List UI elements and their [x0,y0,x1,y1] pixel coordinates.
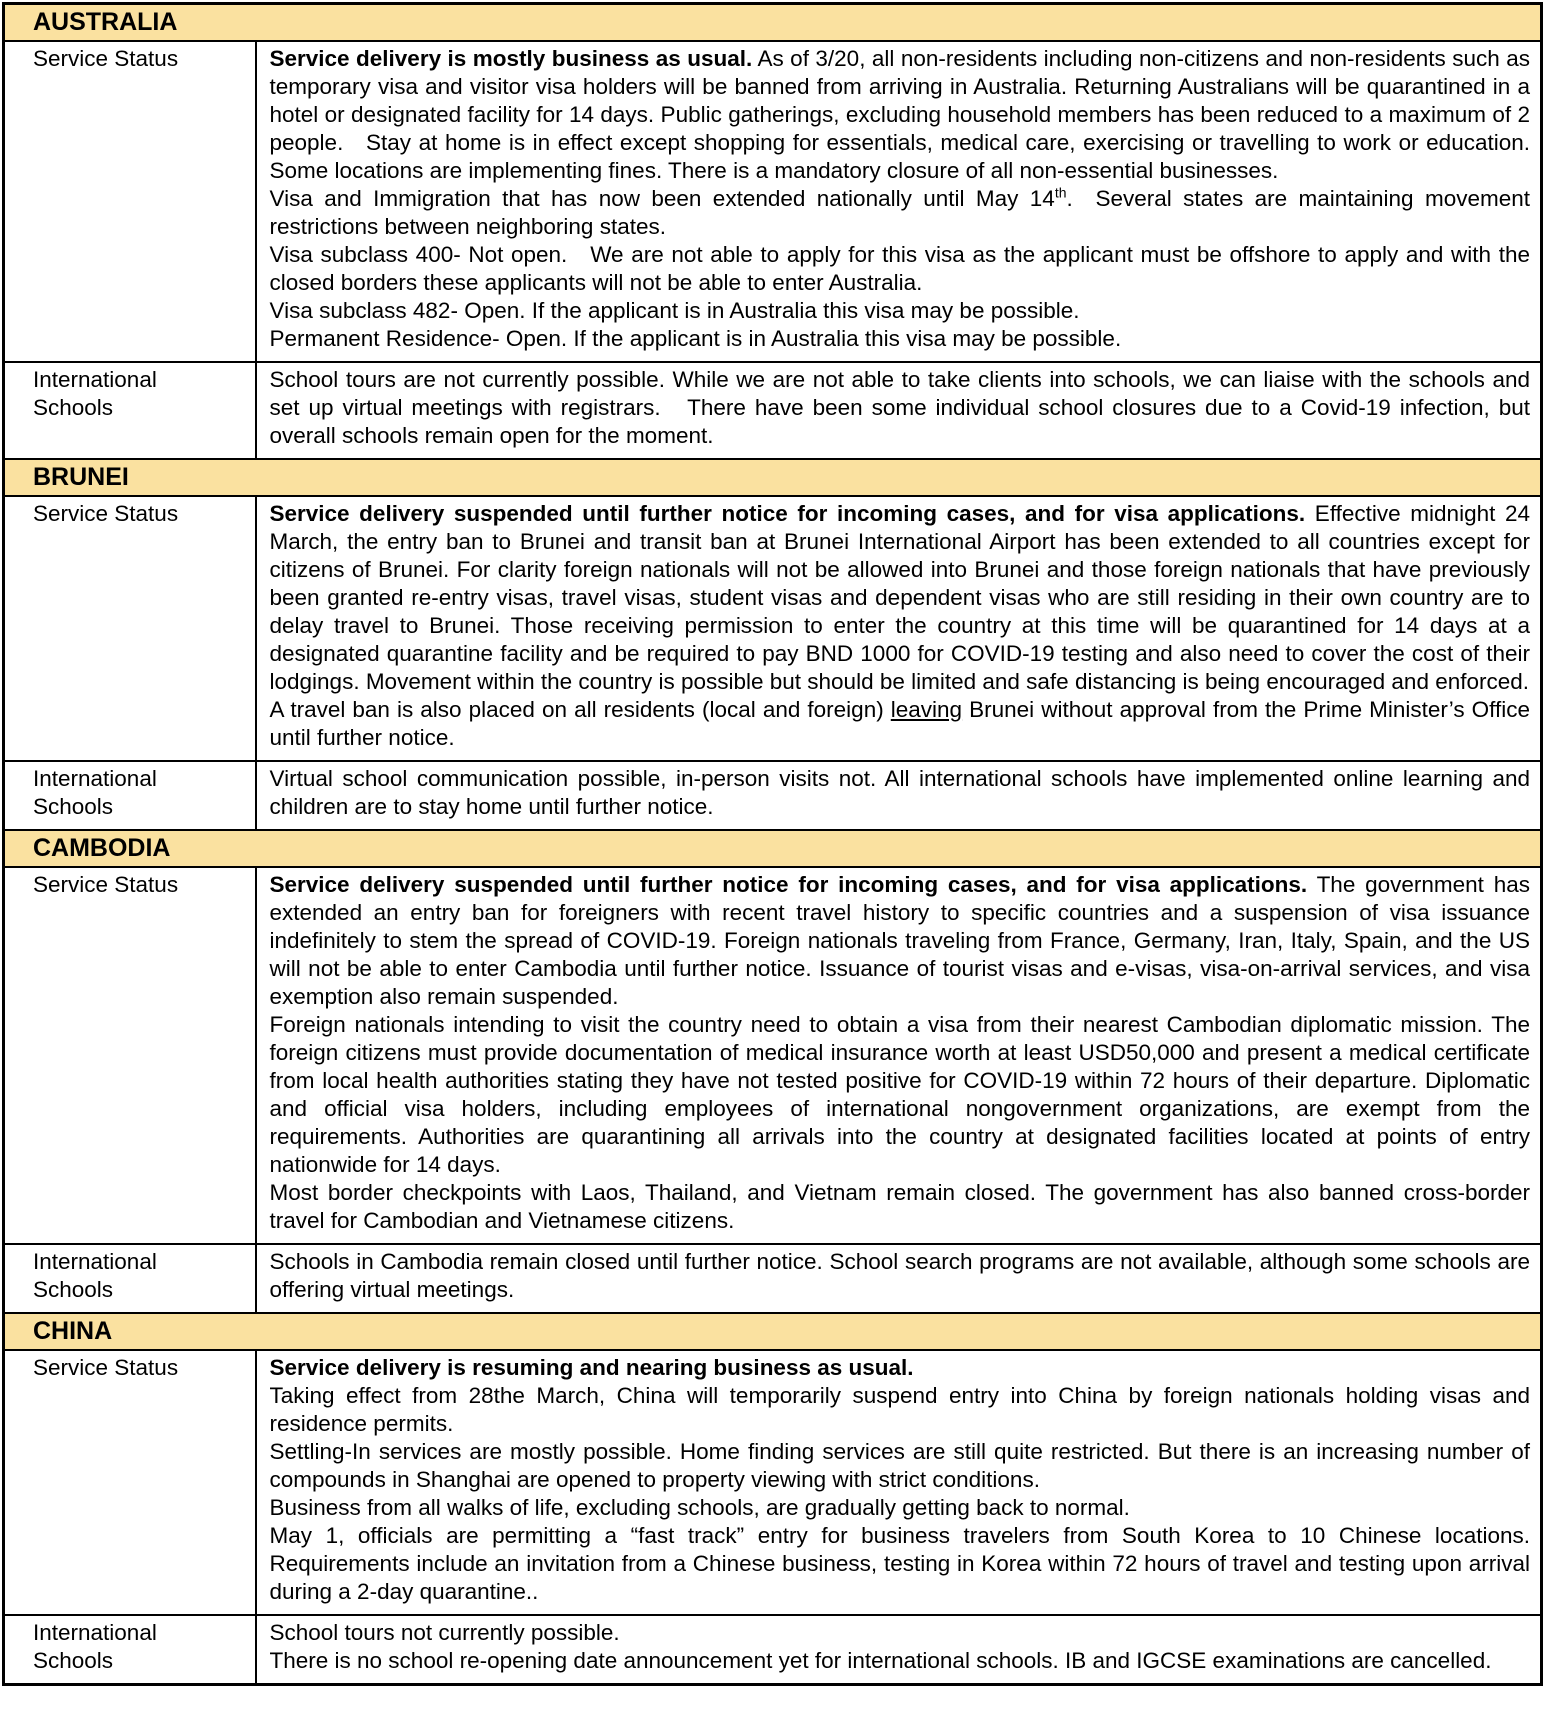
row-label: Service Status [4,41,256,362]
international-schools-row [4,1244,1542,1313]
text-segment: School tours are not currently possible. While we are not able to take clients into schools, we can liaise with the schools and set up virtual meetings with registrars. There have been some individual school closures due to a Covid-19 infection, but overall schools remain open for the moment. [269,367,1530,448]
paragraph [270,297,1531,325]
row-content [256,362,1542,459]
bold-text: Service delivery suspended until further notice for incoming cases, and for visa applications. [269,501,1306,526]
country-header: AUSTRALIA [4,4,1542,42]
text-segment: School tours not currently possible. [269,1620,620,1645]
paragraph [270,871,1531,1011]
international-schools-row [4,362,1542,459]
bold-text: Service delivery is mostly business as usual. [269,46,753,71]
row-content [256,1350,1542,1615]
paragraph [270,765,1531,821]
paragraph [270,1494,1531,1522]
paragraph [270,1179,1531,1235]
row-label: International Schools [4,1615,256,1685]
text-segment: Foreign nationals intending to visit the country need to obtain a visa from their nearest Cambodian diplomatic mission. The foreign citizens must provide documentation of medical insurance worth at least USD50,000 and present a medical certificate from local health authorities stating they have not tested positive for COVID-19 within 72 hours of their departure. Diplomatic and official visa holders, including employees of international nongovernment organizations, are exempt from the requirements. Authorities are quarantining all arrivals into the country at designated facilities located at points of entry nationwide for 14 days. [269,1012,1530,1177]
text-segment: Visa subclass 400- Not open. We are not able to apply for this visa as the applicant must be offshore to apply and with the closed borders these applicants will not be able to enter Australia. [269,242,1530,295]
paragraph [270,696,1531,752]
country-header-row [4,1313,1542,1350]
row-content [256,496,1542,761]
row-content [256,1615,1542,1685]
text-segment: Business from all walks of life, excluding schools, are gradually getting back to normal. [269,1495,1130,1520]
country-header: CAMBODIA [4,830,1542,867]
row-label: Service Status [4,867,256,1244]
paragraph [270,325,1531,353]
row-content [256,761,1542,830]
text-segment: Taking effect from 28the March, China will temporarily suspend entry into China by foreign nationals holding visas and residence permits. [269,1383,1530,1436]
paragraph [270,1382,1531,1438]
international-schools-row [4,1615,1542,1685]
country-header-row [4,4,1542,42]
country-header-row [4,459,1542,496]
country-header: BRUNEI [4,459,1542,496]
paragraph [270,1011,1531,1179]
paragraph [270,1522,1531,1606]
country-status-table [2,2,1543,1686]
bold-text: Service delivery suspended until further notice for incoming cases, and for visa applications. [269,872,1308,897]
international-schools-row [4,761,1542,830]
text-segment: Visa subclass 482- Open. If the applicant is in Australia this visa may be possible. [269,298,1080,323]
paragraph [270,1619,1531,1647]
text-segment: Permanent Residence- Open. If the applicant is in Australia this visa may be possible. [269,326,1122,351]
text-segment: Brunei without approval from the Prime Minister’s Office until further notice. [269,697,1530,750]
text-segment: May 1, officials are permitting a “fast track” entry for business travelers from South Korea to 10 Chinese locations. Requirements include an invitation from a Chinese business, testing in Korea within 72 hours of travel and testing upon arrival during a 2-day quarantine.. [269,1523,1530,1604]
row-label: International Schools [4,1244,256,1313]
underlined-text: leaving [890,697,963,722]
paragraph [270,45,1531,185]
row-content [256,41,1542,362]
text-segment: . Several states are maintaining movement restrictions between neighboring states. [269,186,1530,239]
country-header-row [4,830,1542,867]
row-content [256,1244,1542,1313]
bold-text: Service delivery is resuming and nearing business as usual. [269,1355,914,1380]
row-label: Service Status [4,496,256,761]
text-segment: A travel ban is also placed on all residents (local and foreign) [269,697,891,722]
country-header: CHINA [4,1313,1542,1350]
text-segment: As of 3/20, all non-residents including non-citizens and non-residents such as temporary visa and visitor visa holders will be banned from arriving in Australia. Returning Australians will be quarantined in a hotel or designated facility for 14 days. Public gatherings, excluding household members has been reduced to a maximum of 2 people. Stay at home is in effect except shopping for essentials, medical care, exercising or travelling to work or education. Some locations are implementing fines. There is a mandatory closure of all non-essential businesses. [269,46,1530,183]
text-segment: Most border checkpoints with Laos, Thailand, and Vietnam remain closed. The government has also banned cross-border travel for Cambodian and Vietnamese citizens. [269,1180,1530,1233]
paragraph [270,241,1531,297]
text-segment: There is no school re-opening date announcement yet for international schools. IB and IGCSE examinations are cancelled. [269,1648,1492,1673]
superscript-text: th [1054,184,1067,201]
text-segment: The government has extended an entry ban for foreigners with recent travel history to specific countries and a suspension of visa issuance indefinitely to stem the spread of COVID-19. Foreign nationals traveling from France, Germany, Iran, Italy, Spain, and the US will not be able to enter Cambodia until further notice. Issuance of tourist visas and e-visas, visa-on-arrival services, and visa exemption also remain suspended. [269,872,1530,1009]
paragraph [270,500,1531,696]
service-status-row [4,41,1542,362]
row-label: Service Status [4,1350,256,1615]
text-segment: Effective midnight 24 March, the entry ban to Brunei and transit ban at Brunei International Airport has been extended to all countries except for citizens of Brunei. For clarity foreign nationals will not be allowed into Brunei and those foreign nationals that have previously been granted re-entry visas, travel visas, student visas and dependent visas who are still residing in their own country are to delay travel to Brunei. Those receiving permission to enter the country at this time will be quarantined for 14 days at a designated quarantine facility and be required to pay BND 1000 for COVID-19 testing and also need to cover the cost of their lodgings. Movement within the country is possible but should be limited and safe distancing is being encouraged and enforced. [269,501,1530,694]
country-status-table-body [4,4,1542,1685]
text-segment: Settling-In services are mostly possible. Home finding services are still quite restricted. But there is an increasing number of compounds in Shanghai are opened to property viewing with strict conditions. [269,1439,1530,1492]
service-status-row [4,496,1542,761]
service-status-row [4,867,1542,1244]
row-label: International Schools [4,362,256,459]
paragraph [270,1248,1531,1304]
paragraph [270,1438,1531,1494]
service-status-row [4,1350,1542,1615]
paragraph [270,185,1531,241]
text-segment: Visa and Immigration that has now been extended nationally until May 14 [269,186,1055,211]
row-content [256,867,1542,1244]
text-segment: Schools in Cambodia remain closed until further notice. School search programs are not available, although some schools are offering virtual meetings. [269,1249,1530,1302]
paragraph [270,1354,1531,1382]
row-label: International Schools [4,761,256,830]
text-segment: Virtual school communication possible, in-person visits not. All international schools have implemented online learning and children are to stay home until further notice. [269,766,1530,819]
paragraph [270,1647,1531,1675]
paragraph [270,366,1531,450]
